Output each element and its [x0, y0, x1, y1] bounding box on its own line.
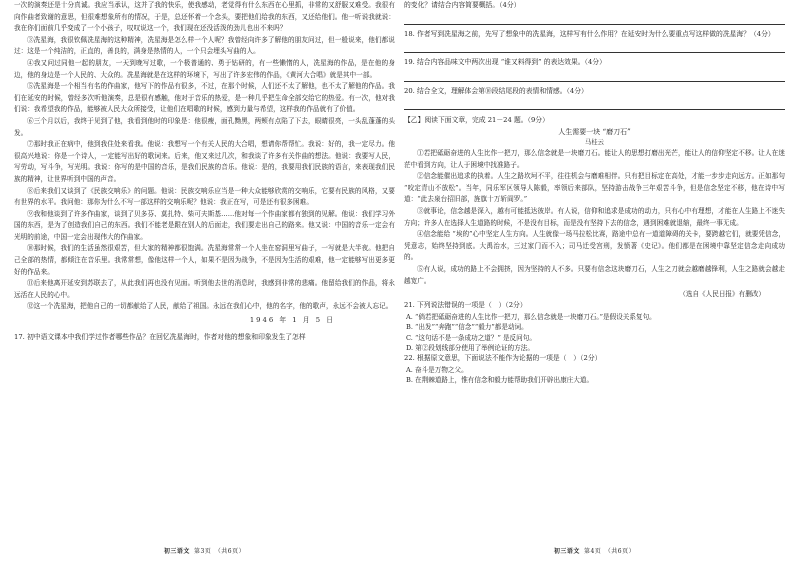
article-paragraph: ⑤冼星海是一个相当有名的作曲家，他写下的作品有很多，不过，在那个时候，人们还不太了解他，也不太了解他的作品。我们在延安的时候，曾经多次听他演奏，总是很有感触，他对于音乐的热爱，是一种几乎把生命全部交给它的热爱。有一次，他对我们说：我希望我的作品，能够被人民大众所接受，让他们在唱歌的时候，感到力量与希望，这样我的作品就有了价值。: [14, 82, 395, 114]
article-paragraph: ⑦那时我正在病中，他到我住处来看我。他说：我想写一个有关人民的大合唱，想请你帮帮忙。我说：好的，我一定尽力。他很高兴地说：你是一个诗人，一定能写出好的歌词来。后来，他又来过几次，和我谈了许多有关作曲的想法。他说：我要写人民，写劳动，写斗争，写光明。我说：你写的是中国的音乐，是我们民族的音乐。他说：是的，我要用我们民族的语言，来表现我们民族的精神，让世界听到中国的声音。: [14, 140, 395, 183]
answer-line-17[interactable]: [404, 12, 785, 25]
article-paragraph: ⑩那时候，我们的生活虽然很艰苦，但大家的精神都很饱满。冼星海常常一个人坐在窑洞里写曲子，一写就是大半夜。他把自己全部的热情，都倾注在音乐里。我常常想，像他这样一个人，如果不是因为战争，不是因为生活的艰难，他一定能够写出更多更好的作品来。: [14, 244, 395, 276]
answer-line-18[interactable]: [404, 40, 785, 53]
footer-page: 第3页 （共6页）: [193, 548, 246, 555]
answer-line-19[interactable]: [404, 69, 785, 82]
footer-label: 初三语文: [553, 548, 580, 555]
article-paragraph: ②信念能催出追求的执着。人生之路坎坷不平，往往机会与磨难相伴。只有把目标定在高处，才能一步步走向远方。正如那句 “咬定青山不放松”。当年，同乐军区领导人陈毅，率领后来部队，坚持游击战争三年艰苦斗争，但是信念坚定不移，他在诗中写道：“此去泉台招旧部，旌旗十万斩阎罗。”: [404, 172, 785, 204]
question-18: 18. 作者写到冼星海之前，先写了想象中的冼星海，这样写有什么作用？在延安时为什么要重点写这样做的冼星海？（4分）: [404, 29, 775, 38]
article-paragraph: ⑫这一个冼星海，把他自己的一切都献给了人民，献给了祖国。永远在我们心中，他的名字，他的歌声，永远不会被人忘记。: [27, 302, 393, 311]
page-footer-right: [404, 546, 785, 555]
page-footer-left: [14, 546, 395, 555]
answer-option: D. 第②段划线部分使用了举例论证的方法。: [406, 343, 534, 352]
answer-option: A. 奋斗是万物之父。: [406, 365, 468, 374]
article-paragraph: ③冼星海，我很钦佩冼星海的这种精神，冼星海是怎么样一个人呢？我曾经向许多了解他的朋友问过，但一般说来，他们都说过：这是一个纯洁的，正直的，善良的，满身是热情的人，一个只会埋头写曲的人。: [14, 35, 395, 56]
article-paragraph: ④我又问过同他一起的朋友，一天到晚写过歌，一个极普通的、勇于钻研的，有一些懒惰的人，冼星海的作品，是在他的身边，他的身边是一个人民的、大众的。冼星海就是在这样的环境下，写出了许多宏伟的作品，《黄河大合唱》就是其中一部。: [14, 58, 395, 79]
answer-option: B. “出发”“奔跑”“信念”“毅力”都是动词。: [406, 323, 528, 332]
article-paragraph: ①若把砥砺奋进的人生比作一把刀，那么信念就是一块磨刀石。能让人的思想打磨出光芒，能让人的信仰坚定不移。让人在迷茫中看到方向，让人于困境中找准路子。: [404, 148, 785, 169]
footer-page: 第4页 （共6页）: [583, 548, 636, 555]
part-b-heading: 【乙】阅读下面文章，完成 21－24 题。（9分）: [404, 116, 549, 125]
article-source: （选自《人民日报》有删改）: [679, 290, 765, 299]
question-21-options: [404, 312, 785, 354]
article-paragraph: ⑪后来他离开延安到苏联去了，从此我们再也没有见面。听到他去世的消息时，我感到非常的悲痛。他留给我们的作品，将永远活在人民的心中。: [14, 279, 395, 299]
question-19: 19. 结合内容品味文中两次出现 “谁又料得到” 的表达效果。（4分）: [404, 58, 606, 67]
left-page: [14, 0, 395, 561]
article-paragraph: ⑥三个月以后，我终于见到了他，我看到他时的印象是：他很瘦，面孔黝黑，两颊有点陷了下去，眼睛很亮，一头乱蓬蓬的头发。: [14, 116, 395, 137]
left-article: [14, 0, 395, 313]
article-paragraph: ⑧后来我们又谈到了《民族交响乐》的问题。他说：民族交响乐应当是一种大众能够欣赏的交响乐，它要有民族的风格，又要有世界的水平。我问他：那你为什么不写一部这样的交响乐呢？他说：我正在写，可是还有很多困难。: [14, 186, 395, 207]
answer-line-20[interactable]: [404, 97, 785, 110]
footer-label: 初三语文: [163, 548, 190, 555]
article-paragraph: ⑤有人说，成功的路上不会拥挤，因为坚持的人不多。只要有信念这块磨刀石，人生之刀就会越磨越锋利，人生之路就会越走越宽广。: [404, 264, 785, 285]
answer-option: C. “这句话不是一条成功之道？” 是反问句。: [406, 333, 536, 342]
question-17: 17. 初中语文课本中我们学过作者哪些作品？在回忆冼星海时，作者对他的想象和印象发生了怎样: [14, 333, 306, 342]
article-date: 1946 年 1 月 5 日: [249, 316, 335, 325]
question-21: 21. 下列说法错误的一项是（ ）（2分）: [404, 301, 527, 310]
right-page: [404, 0, 785, 561]
question-22: 22. 根据原文意思，下面说法不能作为论据的一项是（ ）（2分）: [404, 354, 602, 363]
answer-option: A. “倘若把砥砺奋进的人生比作一把刀，那么信念就是一块磨刀石。”是假设关系复句。: [406, 312, 656, 321]
article-paragraph: 一次的演奏还是十分真诚。我应当承认，这并了我的快乐，使我感动，老觉得有什么东西在心里抓，非常的又舒服又难受。我很有向作曲者致谢的意思，但很难想象所有的情况，于是，总还怀着一个念头，要把他们给我的东西，又还给他们。他一听说我就说：我在你们面前几乎变成了一个小孩子，叹叹说这一个，我们现在还没活泼的劲儿也出不来吗？: [14, 1, 395, 33]
question-20: 20. 结合全文，理解体会第⑩段结尾段的表情和情感。（4分）: [404, 86, 588, 95]
article-title: 人生需要一块 “磨刀石”: [558, 127, 631, 136]
right-article: [404, 148, 785, 287]
article-paragraph: ⑨我和他谈到了许多作曲家，谈到了贝多芬、莫扎特、柴可夫斯基……他对每一个作曲家都有独到的见解。他说：我们学习外国的东西，是为了创造我们自己的东西。我们不能老是跟在别人的后面走，我们要走出自己的路来。他又说：中国的音乐一定会有光明的前途，中国一定会出现伟大的作曲家。: [14, 209, 395, 241]
article-paragraph: ③就事论，信念越是深入，越有可能抵达彼岸。有人说，信仰和追求是成功的动力，只有心中有理想，才能在人生路上不迷失方向；许多人在选择人生道路的时候，不是没有目标，而是没有坚持下去的信念，遇到困难就退缩，最终一事无成。: [404, 206, 785, 227]
answer-option: B. 在荆棘道路上，惟有信念和毅力能帮助我们开辟出康庄大道。: [406, 376, 594, 385]
article-author: 马桂云: [585, 138, 604, 146]
question-17-continued: 的变化？请结合内容简要概括。（4分）: [404, 1, 521, 9]
article-paragraph: ④信念能给 “埃的”心中坚定人生方向。人生就像一场马拉松比赛，路途中总有一道道障碍的关卡，要跨越它们，就要凭信念，凭意志，始终坚持到底。大禹治水，三过家门而不入；司马迁受宫刑，发愤著《史记》。他们都是在困境中靠坚定信念走向成功的。: [404, 230, 785, 262]
question-22-options: [404, 365, 785, 386]
